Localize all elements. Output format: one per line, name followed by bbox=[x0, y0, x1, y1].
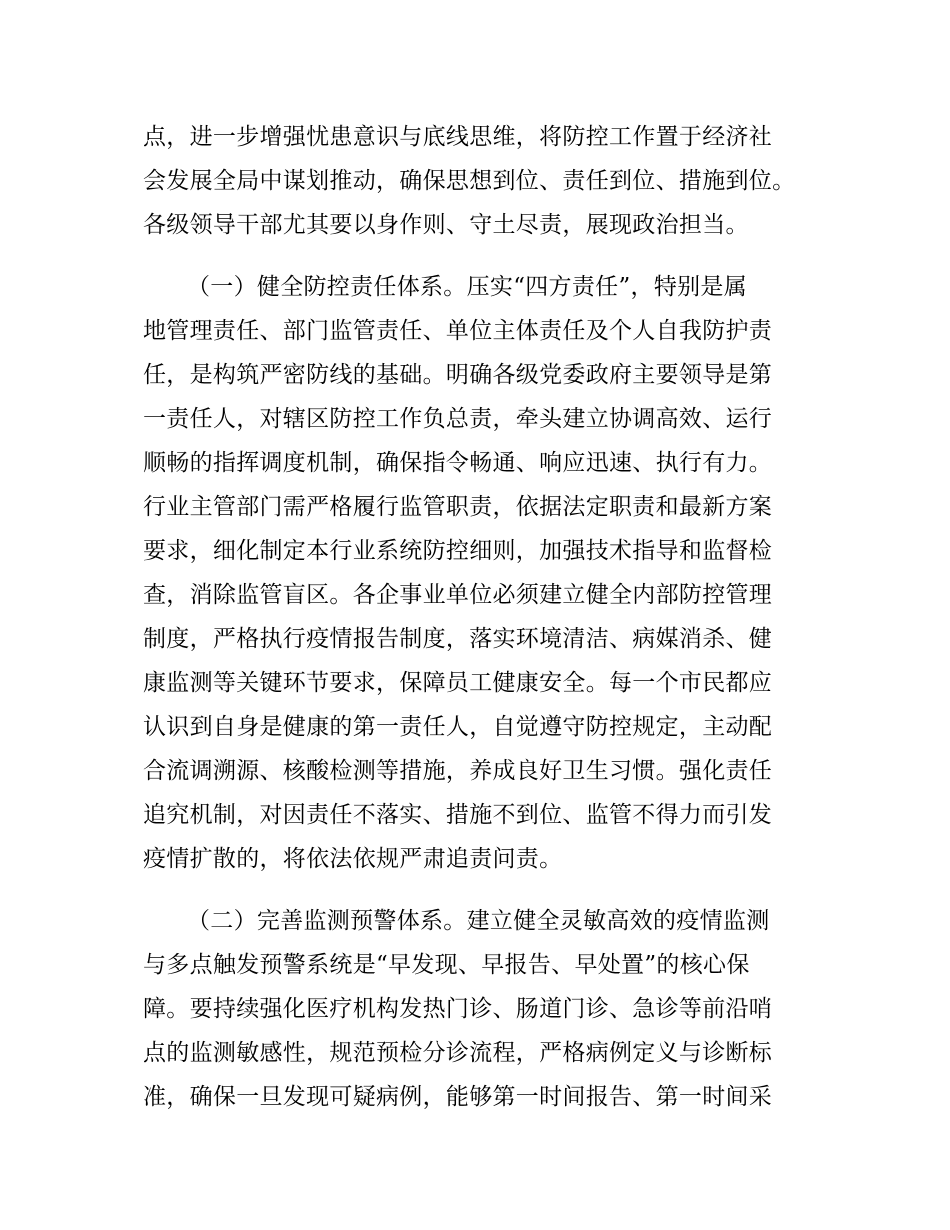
paragraph-line: 任，是构筑严密防线的基础。明确各级党委政府主要领导是第 bbox=[143, 362, 773, 388]
section-heading-line: （一）健全防控责任体系。压实“四方责任”，特别是属 bbox=[187, 274, 748, 300]
paragraph-line: 会发展全局中谋划推动，确保思想到位、责任到位、措施到位。 bbox=[143, 168, 796, 194]
paragraph-line: 要求，细化制定本行业系统防控细则，加强技术指导和监督检 bbox=[143, 538, 773, 564]
paragraph-line: 认识到自身是健康的第一责任人，自觉遵守防控规定，主动配 bbox=[143, 714, 773, 740]
paragraph-line: 追究机制，对因责任不落实、措施不到位、监管不得力而引发 bbox=[143, 802, 773, 828]
paragraph-line: 顺畅的指挥调度机制，确保指令畅通、响应迅速、执行有力。 bbox=[143, 450, 773, 476]
paragraph-line: 合流调溯源、核酸检测等措施，养成良好卫生习惯。强化责任 bbox=[143, 758, 773, 784]
paragraph-line: 制度，严格执行疫情报告制度，落实环境清洁、病媒消杀、健 bbox=[143, 626, 773, 652]
paragraph-line: 查，消除监管盲区。各企事业单位必须建立健全内部防控管理 bbox=[143, 582, 773, 608]
section-heading-line: （二）完善监测预警体系。建立健全灵敏高效的疫情监测 bbox=[187, 908, 770, 934]
paragraph-line: 各级领导干部尤其要以身作则、守土尽责，展现政治担当。 bbox=[143, 212, 749, 238]
paragraph-line: 疫情扩散的，将依法依规严肃追责问责。 bbox=[143, 846, 563, 872]
paragraph-line: 与多点触发预警系统是“早发现、早报告、早处置”的核心保 bbox=[143, 952, 750, 978]
paragraph-line: 准，确保一旦发现可疑病例，能够第一时间报告、第一时间采 bbox=[143, 1084, 773, 1110]
paragraph-line: 障。要持续强化医疗机构发热门诊、肠道门诊、急诊等前沿哨 bbox=[143, 996, 773, 1022]
paragraph-line: 一责任人，对辖区防控工作负总责，牵头建立协调高效、运行 bbox=[143, 406, 773, 432]
paragraph-line: 地管理责任、部门监管责任、单位主体责任及个人自我防护责 bbox=[143, 318, 773, 344]
paragraph-line: 康监测等关键环节要求，保障员工健康安全。每一个市民都应 bbox=[143, 670, 773, 696]
paragraph-line: 点，进一步增强忧患意识与底线思维，将防控工作置于经济社 bbox=[143, 124, 773, 150]
paragraph-line: 行业主管部门需严格履行监管职责，依据法定职责和最新方案 bbox=[143, 494, 773, 520]
paragraph-line: 点的监测敏感性，规范预检分诊流程，严格病例定义与诊断标 bbox=[143, 1040, 773, 1066]
